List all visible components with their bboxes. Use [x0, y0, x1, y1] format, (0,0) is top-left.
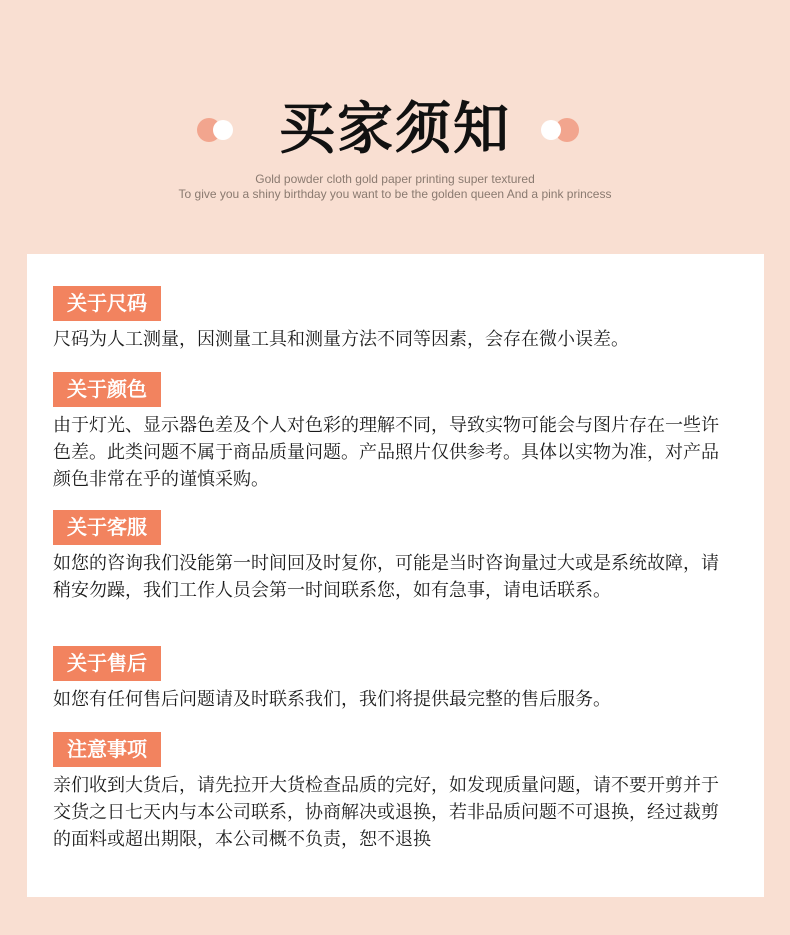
- section-size: [53, 286, 743, 353]
- section-text: 尺码为人工测量，因测量工具和测量方法不同等因素，会存在微小误差。: [53, 329, 629, 350]
- section-tag: 关于尺码: [53, 286, 161, 321]
- dot-icon: [213, 120, 233, 140]
- notice-card: [27, 254, 764, 897]
- section-customer-service: [53, 510, 743, 604]
- section-color: [53, 372, 743, 493]
- section-notes: [53, 732, 743, 853]
- dot-icon: [541, 120, 561, 140]
- title-row: [0, 92, 790, 168]
- section-tag: 关于售后: [53, 646, 161, 681]
- page-title: 买家须知: [279, 97, 511, 162]
- section-text: 由于灯光、显示器色差及个人对色彩的理解不同，导致实物可能会与图片存在一些许色差。此类问题不属于商品质量问题。产品照片仅供参考。具体以实物为准，对产品颜色非常在乎的谨慎采购。: [53, 415, 719, 490]
- section-text: 亲们收到大货后，请先拉开大货检查品质的完好，如发现质量问题，请不要开剪并于交货之日七天内与本公司联系，协商解决或退换，若非品质问题不可退换，经过裁剪的面料或超出期限，本公司概不负责，恕不退换: [53, 775, 719, 850]
- decorative-dots-left-icon: [197, 115, 249, 145]
- section-tag: 关于客服: [53, 510, 161, 545]
- subtitle-line-2: To give you a shiny birthday you want to be the golden queen And a pink princess: [178, 187, 612, 201]
- section-tag: 注意事项: [53, 732, 161, 767]
- subtitle-line-1: Gold powder cloth gold paper printing super textured: [255, 172, 535, 186]
- decorative-dots-right-icon: [541, 115, 593, 145]
- section-text: 如您的咨询我们没能第一时间回及时复你，可能是当时咨询量过大或是系统故障，请稍安勿躁，我们工作人员会第一时间联系您，如有急事，请电话联系。: [53, 553, 719, 601]
- header: [0, 0, 790, 250]
- section-tag: 关于颜色: [53, 372, 161, 407]
- section-text: 如您有任何售后问题请及时联系我们，我们将提供最完整的售后服务。: [53, 689, 611, 710]
- section-after-sales: [53, 646, 743, 713]
